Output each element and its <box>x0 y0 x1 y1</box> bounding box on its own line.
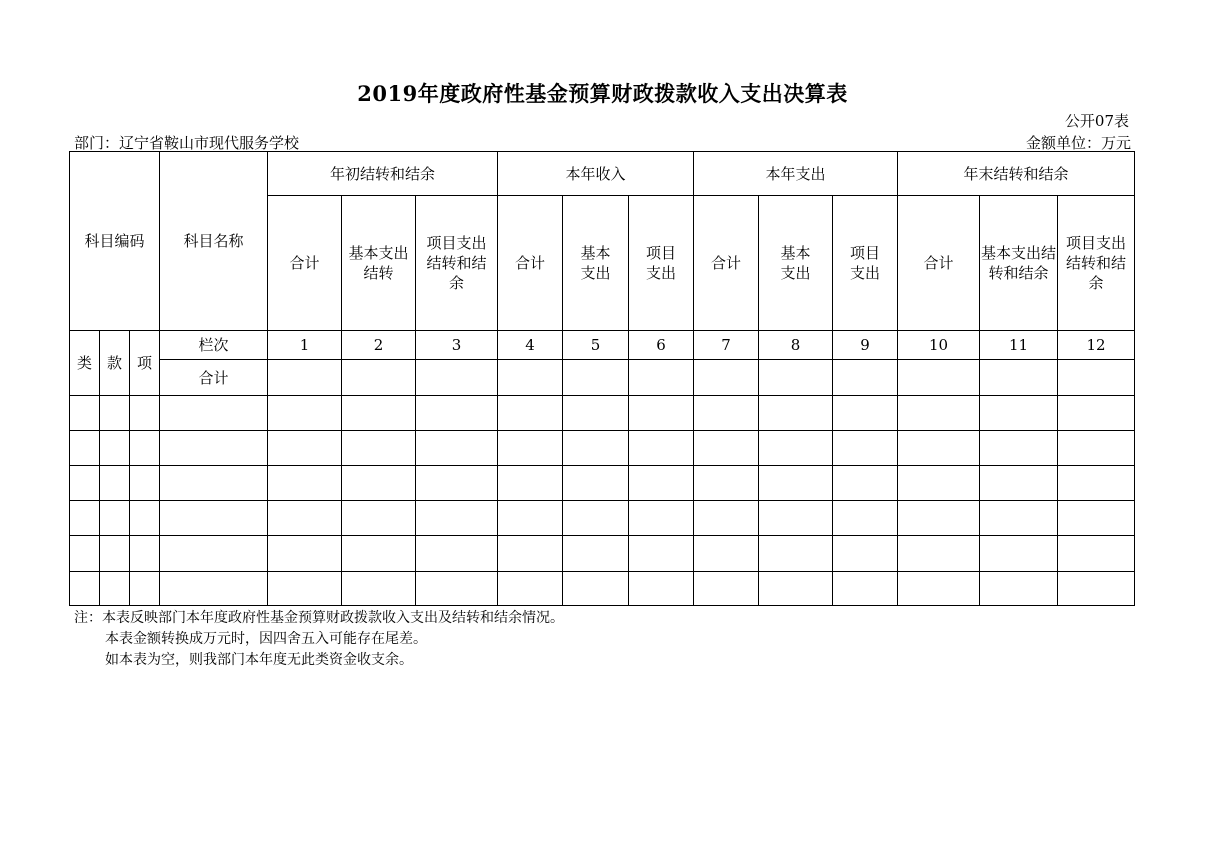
table-cell <box>498 360 563 396</box>
column-number: 11 <box>980 331 1058 360</box>
table-cell <box>759 360 833 396</box>
expense-project-header: 项目支出 <box>833 196 898 331</box>
end-basic-header: 基本支出结转和结余 <box>980 196 1058 331</box>
column-number: 3 <box>416 331 498 360</box>
note-line: 本表金额转换成万元时，因四舍五入可能存在尾差。 <box>105 631 427 647</box>
group-begin-header: 年初结转和结余 <box>268 152 498 196</box>
begin-project-header: 项目支出结转和结余 <box>416 196 498 331</box>
group-expense-header: 本年支出 <box>694 152 898 196</box>
table-cell <box>268 360 342 396</box>
column-number: 6 <box>629 331 694 360</box>
table-cell <box>629 360 694 396</box>
column-number: 5 <box>563 331 629 360</box>
table-row <box>70 466 1135 501</box>
column-number: 2 <box>342 331 416 360</box>
department-label: 部门：辽宁省鞍山市现代服务学校 <box>74 134 300 152</box>
income-total-header: 合计 <box>498 196 563 331</box>
begin-total-header: 合计 <box>268 196 342 331</box>
column-number: 12 <box>1058 331 1135 360</box>
table-cell <box>1058 360 1135 396</box>
table-cell <box>563 360 629 396</box>
note-line: 注：本表反映部门本年度政府性基金预算财政拨款收入支出及结转和结余情况。 <box>74 610 564 626</box>
table-row <box>70 431 1135 466</box>
income-basic-header: 基本支出 <box>563 196 629 331</box>
table-row <box>70 536 1135 572</box>
subject-name-header: 科目名称 <box>160 152 268 331</box>
column-index-label: 栏次 <box>160 331 268 360</box>
column-number: 7 <box>694 331 759 360</box>
table-row <box>70 572 1135 606</box>
begin-basic-header: 基本支出结转 <box>342 196 416 331</box>
category-lei-header: 类 <box>70 331 100 396</box>
group-end-header: 年末结转和结余 <box>898 152 1135 196</box>
table-cell <box>342 360 416 396</box>
form-number: 公开07表 <box>1064 112 1129 130</box>
table-cell <box>694 360 759 396</box>
column-number: 1 <box>268 331 342 360</box>
table-row <box>70 396 1135 431</box>
table-row <box>70 501 1135 536</box>
income-project-header: 项目支出 <box>629 196 694 331</box>
expense-total-header: 合计 <box>694 196 759 331</box>
column-number: 9 <box>833 331 898 360</box>
amount-unit-label: 金额单位：万元 <box>1025 134 1131 152</box>
page-title: 2019年度政府性基金预算财政拨款收入支出决算表 <box>357 81 848 106</box>
expense-basic-header: 基本支出 <box>759 196 833 331</box>
note-line: 如本表为空，则我部门本年度无此类资金收支余。 <box>105 652 413 668</box>
category-xiang-header: 项 <box>130 331 160 396</box>
table-cell <box>416 360 498 396</box>
column-number: 10 <box>898 331 980 360</box>
group-income-header: 本年收入 <box>498 152 694 196</box>
column-number: 8 <box>759 331 833 360</box>
category-kuan-header: 款 <box>100 331 130 396</box>
end-total-header: 合计 <box>898 196 980 331</box>
table-cell <box>833 360 898 396</box>
table-cell <box>898 360 980 396</box>
notes-section <box>74 608 564 671</box>
table-cell <box>980 360 1058 396</box>
end-project-header: 项目支出结转和结余 <box>1058 196 1135 331</box>
final-accounts-table <box>69 151 1135 606</box>
subject-code-header: 科目编码 <box>70 152 160 331</box>
column-number: 4 <box>498 331 563 360</box>
total-row-label: 合计 <box>160 360 268 396</box>
